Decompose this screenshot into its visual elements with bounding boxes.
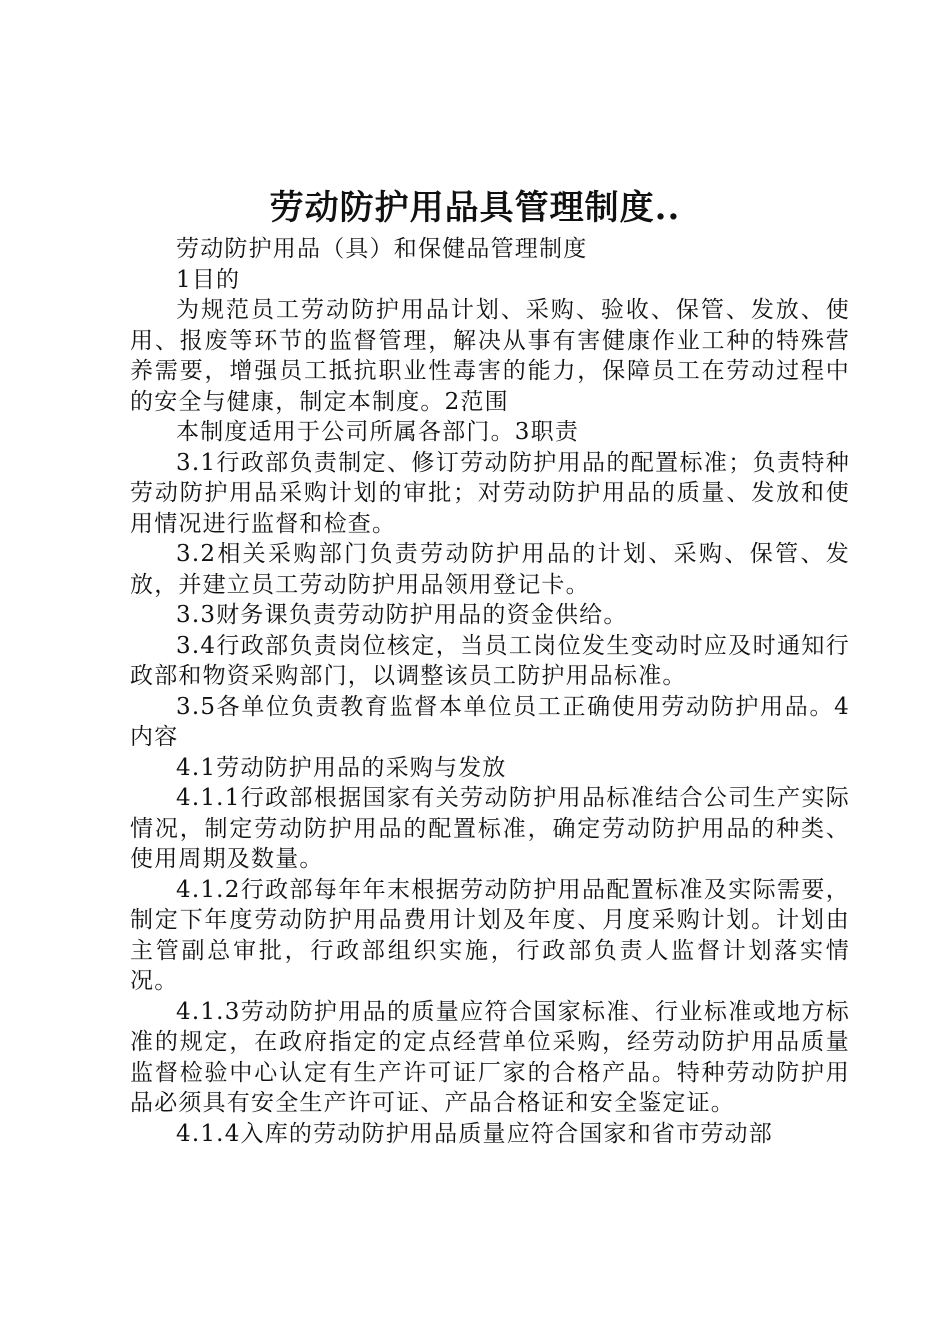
- paragraph-duty-3-4: 3.4行政部负责岗位核定，当员工岗位发生变动时应及时通知行政部和物资采购部门，以调整该员工防护用品标准。: [130, 632, 850, 689]
- paragraph-purpose: 为规范员工劳动防护用品计划、采购、验收、保管、发放、使用、报废等环节的监督管理，解决从事有害健康作业工种的特殊营养需要，增强员工抵抗职业性毒害的能力，保障员工在劳动过程中的安全与健康，制定本制度。2范围: [130, 297, 850, 415]
- paragraph-duty-3-2: 3.2相关采购部门负责劳动防护用品的计划、采购、保管、发放，并建立员工劳动防护用品领用登记卡。: [130, 541, 850, 598]
- paragraph-subtitle: 劳动防护用品（具）和保健品管理制度: [176, 236, 588, 262]
- paragraph-4-1-4: 4.1.4入库的劳动防护用品质量应符合国家和省市劳动部: [176, 1120, 773, 1147]
- paragraph-4-1-2: 4.1.2行政部每年年末根据劳动防护用品配置标准及实际需要，制定下年度劳动防护用品费用计划及年度、月度采购计划。计划由主管副总审批，行政部组织实施，行政部负责人监督计划落实情况。: [130, 876, 850, 994]
- paragraph-duty-3-1: 3.1行政部负责制定、修订劳动防护用品的配置标准；负责特种劳动防护用品采购计划的审批；对劳动防护用品的质量、发放和使用情况进行监督和检查。: [130, 449, 850, 537]
- paragraph-heading-purpose: 1目的: [176, 266, 241, 293]
- paragraph-heading-4-1: 4.1劳动防护用品的采购与发放: [176, 754, 507, 781]
- paragraph-4-1-3: 4.1.3劳动防护用品的质量应符合国家标准、行业标准或地方标准的规定，在政府指定的定点经营单位采购，经劳动防护用品质量监督检验中心认定有生产许可证厂家的合格产品。特种劳动防护用品必须具有安全生产许可证、产品合格证和安全鉴定证。: [130, 998, 850, 1116]
- paragraph-scope: 本制度适用于公司所属各部门。3职责: [176, 419, 580, 445]
- paragraph-4-1-1: 4.1.1行政部根据国家有关劳动防护用品标准结合公司生产实际情况，制定劳动防护用品的配置标准，确定劳动防护用品的种类、使用周期及数量。: [130, 785, 850, 872]
- paragraph-duty-3-3: 3.3财务课负责劳动防护用品的资金供给。: [176, 602, 628, 628]
- document-body: [130, 234, 850, 1149]
- document-title: 劳动防护用品具管理制度..: [269, 188, 681, 228]
- paragraph-duty-3-5: 3.5各单位负责教育监督本单位员工正确使用劳动防护用品。4内容: [130, 693, 850, 750]
